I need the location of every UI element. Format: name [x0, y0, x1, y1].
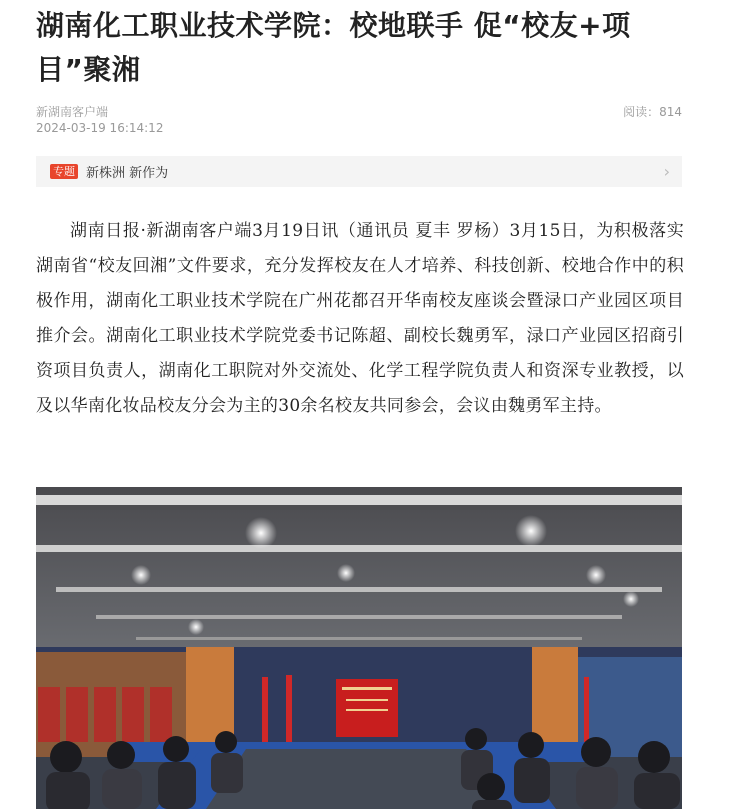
topic-label: 新株洲 新作为 [86, 166, 169, 181]
article-photo [36, 487, 682, 809]
read-count: 阅读：814 [623, 105, 682, 119]
article-datetime: 2024-03-19 16:14:12 [36, 121, 164, 135]
article-title: 湖南化工职业技术学院：校地联手 促“校友+项目”聚湘 [36, 9, 631, 86]
article-paragraph: 湖南日报·新湖南客户端3月19日讯（通讯员 夏丰 罗杨）3月15日，为积极落实湖南省“校友回湘”文件要求，充分发挥校友在人才培养、科技创新、校地合作中的积极作用，湖南化工职业技术学院在广州花都召开华南校友座谈会暨渌口产业园区项目推介会。湖南化工职业技术学院党委书记陈超、副校长魏勇军，渌口产业园区招商引资项目负责人，湖南化工职院对外交流处、化学工程学院负责人和资深专业教授，以及以华南化妆品校友分会为主的30余名校友共同参会，会议由魏勇军主持。 [36, 221, 684, 416]
meeting-photo-illustration [36, 487, 682, 809]
article-source: 新湖南客户端 [36, 105, 109, 119]
topic-link[interactable] [36, 156, 682, 187]
chevron-right-icon: › [663, 162, 670, 181]
topic-tag-badge: 专题 [50, 164, 78, 179]
